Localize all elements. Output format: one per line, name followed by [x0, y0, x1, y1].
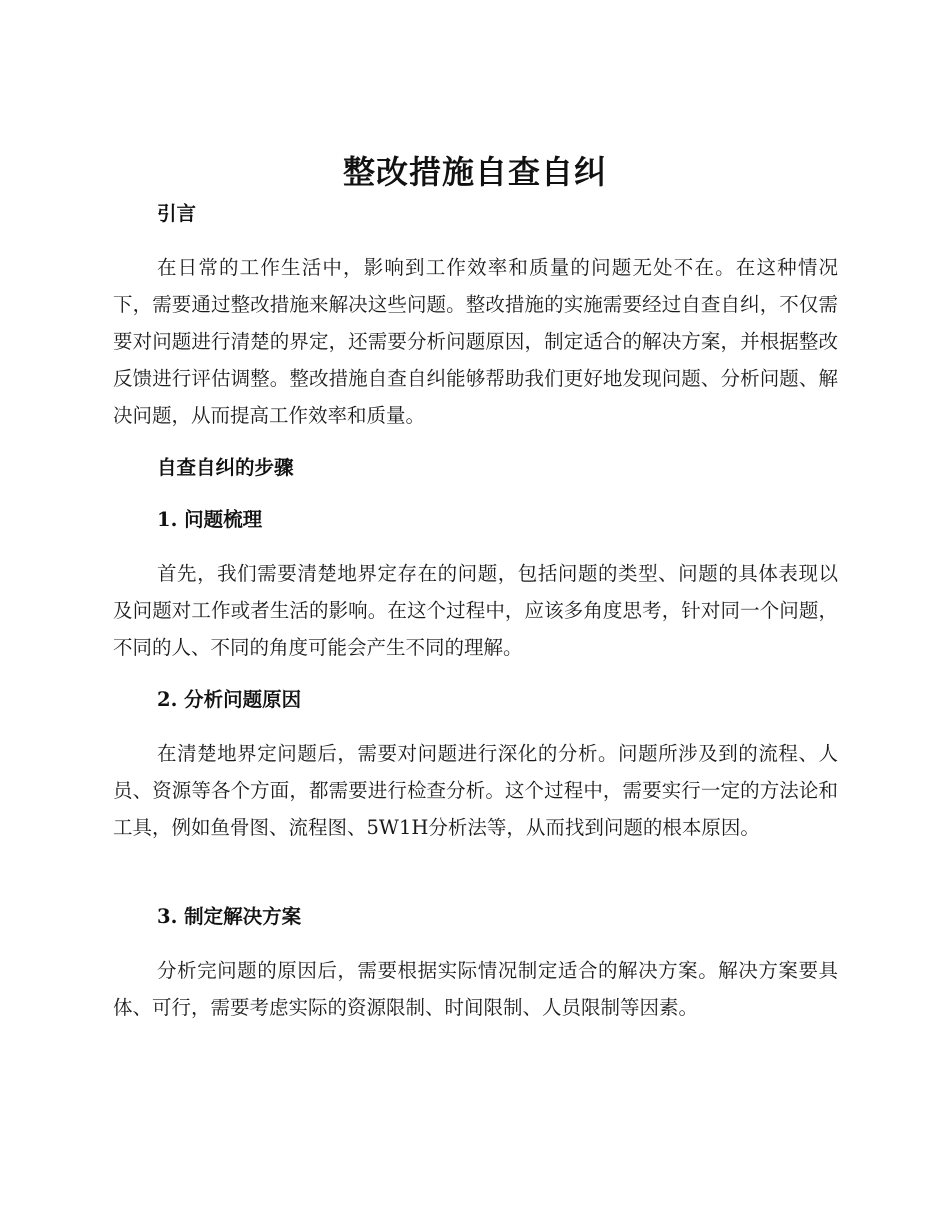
document-title: 整改措施自查自纠 — [342, 153, 607, 191]
section-heading-intro: 引言 — [157, 202, 197, 225]
step1-heading: 1. 问题梳理 — [157, 508, 263, 531]
step2-heading: 2. 分析问题原因 — [157, 688, 302, 711]
section-heading-steps: 自查自纠的步骤 — [157, 456, 294, 479]
intro-paragraph: 在日常的工作生活中，影响到工作效率和质量的问题无处不在。在这种情况下，需要通过整改措施来解决这些问题。整改措施的实施需要经过自查自纠，不仅需要对问题进行清楚的界定，还需要分析问题原因，制定适合的解决方案，并根据整改反馈进行评估调整。整改措施自查自纠能够帮助我们更好地发现问题、分析问题、解决问题，从而提高工作效率和质量。 — [113, 256, 838, 427]
step3-heading: 3. 制定解决方案 — [157, 905, 302, 928]
step1-paragraph: 首先，我们需要清楚地界定存在的问题，包括问题的类型、问题的具体表现以及问题对工作或者生活的影响。在这个过程中，应该多角度思考，针对同一个问题，不同的人、不同的角度可能会产生不同的理解。 — [113, 562, 838, 659]
step2-paragraph: 在清楚地界定问题后，需要对问题进行深化的分析。问题所涉及到的流程、人员、资源等各个方面，都需要进行检查分析。这个过程中，需要实行一定的方法论和工具，例如鱼骨图、流程图、5W1H分析法等，从而找到问题的根本原因。 — [113, 742, 838, 839]
step3-paragraph: 分析完问题的原因后，需要根据实际情况制定适合的解决方案。解决方案要具体、可行，需要考虑实际的资源限制、时间限制、人员限制等因素。 — [113, 959, 838, 1019]
